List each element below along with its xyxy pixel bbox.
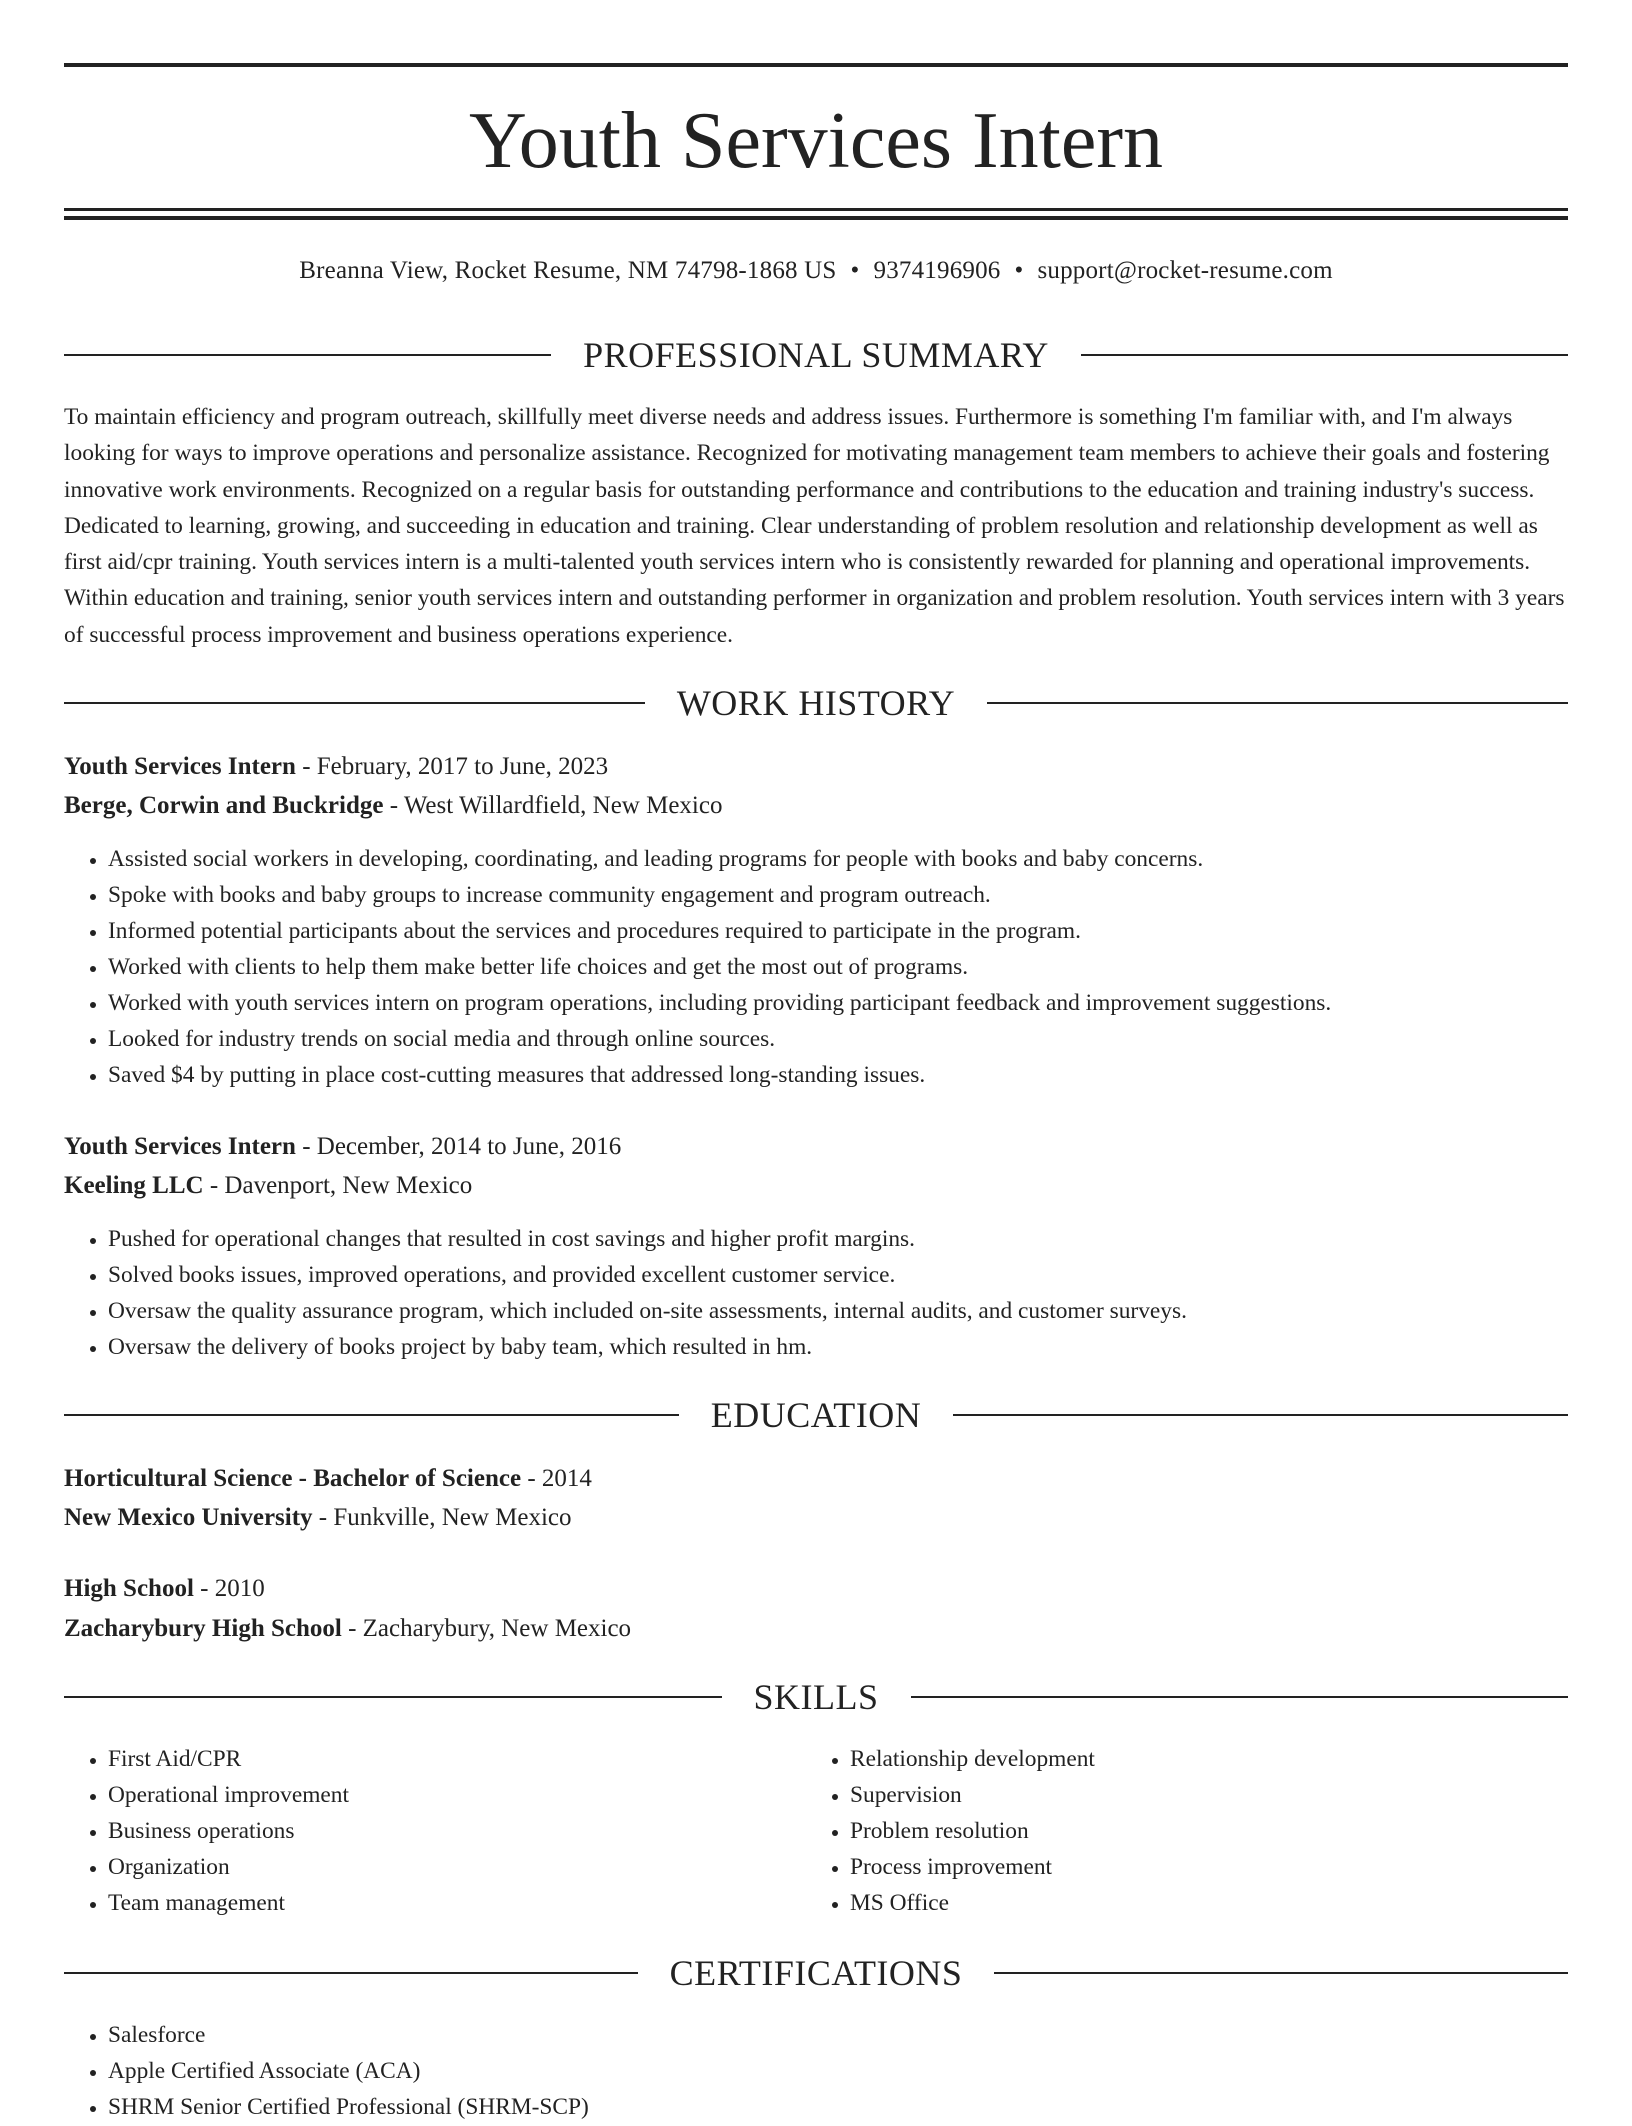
contact-separator: • [850,257,860,284]
contact-email: support@rocket-resume.com [1037,257,1333,284]
contact-line [64,254,1568,288]
education-year: - 2014 [521,1465,592,1492]
list-item: • Pushed for operational changes that resulted in cost savings and higher profit margins. [108,1221,1568,1257]
education-location: - Funkville, New Mexico [312,1504,572,1531]
education-location: - Zacharybury, New Mexico [341,1615,632,1642]
job-role: Youth Services Intern [64,1133,296,1160]
job-dates: - February, 2017 to June, 2023 [295,753,609,780]
skill-item: • Process improvement [850,1849,1568,1885]
education-school-line [64,1501,1568,1535]
section-title: CERTIFICATIONS [669,1953,963,1993]
skill-item: • Organization [108,1849,808,1885]
list-item: • Oversaw the delivery of books project by baby team, which resulted in hm. [108,1329,1568,1365]
job-bullets [64,841,1568,1093]
job-company: Berge, Corwin and Buckridge [64,792,384,819]
skill-item: • First Aid/CPR [108,1741,808,1777]
skill-item: • Problem resolution [850,1813,1568,1849]
summary-paragraph: To maintain efficiency and program outreach, skillfully meet diverse needs and address issues. Furthermore is something I'm familiar with, and I'm always looking for ways to improve operations and personalize assistance. Recognized for motivating management team members to achieve their goals and fostering innovative work environments. Recognized on a regular basis for outstanding performance and contributions to the education and training industry's success. Dedicated to learning, growing, and succeeding in education and training. Clear understanding of problem resolution and relationship development as well as first aid/cpr training. Youth services intern is a multi-talented youth services intern who is consistently rewarded for planning and operational improvements. Within education and training, senior youth services intern and outstanding performer in organization and problem resolution. Youth services intern with 3 years of successful process improvement and business operations experience. [64,404,1565,648]
certification-item: • SHRM Senior Certified Professional (SHRM-SCP) [108,2089,1568,2125]
education-degree: High School [64,1575,194,1602]
top-rule [64,63,1568,67]
list-item: • Assisted social workers in developing, coordinating, and leading programs for people with books and baby concerns. [108,841,1568,877]
certification-item: • Salesforce [108,2017,1568,2053]
contact-phone: 9374196906 [873,257,1001,284]
section-rule [64,1696,722,1698]
skill-item: • MS Office [850,1885,1568,1921]
section-rule [994,1972,1568,1974]
list-item: • Informed potential participants about the services and procedures required to participate in the program. [108,913,1568,949]
section-header-education [64,1395,1568,1435]
section-rule [953,1414,1568,1416]
section-rule [911,1696,1569,1698]
list-item: • Worked with clients to help them make better life choices and get the most out of programs. [108,949,1568,985]
title-double-rule [64,208,1568,220]
section-title: EDUCATION [710,1395,922,1435]
section-rule [64,1414,679,1416]
section-rule [64,354,551,356]
job-title-line [64,750,1568,784]
job-role: Youth Services Intern [64,753,296,780]
section-rule [64,702,645,704]
section-header-work [64,683,1568,723]
list-item: • Saved $4 by putting in place cost-cutting measures that addressed long-standing issues. [108,1057,1568,1093]
resume-title: Youth Services Intern [468,97,1164,185]
job-title-line [64,1130,1568,1164]
job-company: Keeling LLC [64,1172,204,1199]
education-school-line [64,1612,1568,1646]
list-item: • Looked for industry trends on social media and through online sources. [108,1021,1568,1057]
education-year: - 2010 [193,1575,265,1602]
section-title: SKILLS [753,1677,879,1717]
job-dates: - December, 2014 to June, 2016 [295,1133,622,1160]
list-item: • Worked with youth services intern on program operations, including providing participant feedback and improvement suggestions. [108,985,1568,1021]
section-rule [1081,354,1568,356]
job-company-line [64,789,1568,823]
skill-item: • Business operations [108,1813,808,1849]
section-title: PROFESSIONAL SUMMARY [583,335,1049,375]
education-degree-line [64,1462,1568,1496]
section-header-skills [64,1677,1568,1717]
education-degree: Horticultural Science - Bachelor of Science [64,1465,522,1492]
skill-item: • Relationship development [850,1741,1568,1777]
list-item: • Solved books issues, improved operations, and provided excellent customer service. [108,1257,1568,1293]
contact-address: Breanna View, Rocket Resume, NM 74798-1868 US [299,257,837,284]
contact-separator: • [1014,257,1024,284]
job-location: - Davenport, New Mexico [203,1172,473,1199]
education-school: Zacharybury High School [64,1615,342,1642]
list-item: • Oversaw the quality assurance program, which included on-site assessments, internal audits, and customer surveys. [108,1293,1568,1329]
certifications-list [64,2017,1568,2125]
job-bullets [64,1221,1568,1365]
skill-item: • Operational improvement [108,1777,808,1813]
skill-item: • Supervision [850,1777,1568,1813]
skills-list-right [806,1741,1568,1921]
section-rule [64,1972,638,1974]
job-location: - West Willardfield, New Mexico [383,792,723,819]
section-header-summary [64,335,1568,375]
section-rule [987,702,1568,704]
skill-item: • Team management [108,1885,808,1921]
education-degree-line [64,1572,1568,1606]
education-school: New Mexico University [64,1504,313,1531]
certification-item: • Apple Certified Associate (ACA) [108,2053,1568,2089]
section-title: WORK HISTORY [676,683,956,723]
job-company-line [64,1169,1568,1203]
list-item: • Spoke with books and baby groups to increase community engagement and program outreach. [108,877,1568,913]
skills-list-left [64,1741,808,1921]
section-header-certifications [64,1953,1568,1993]
